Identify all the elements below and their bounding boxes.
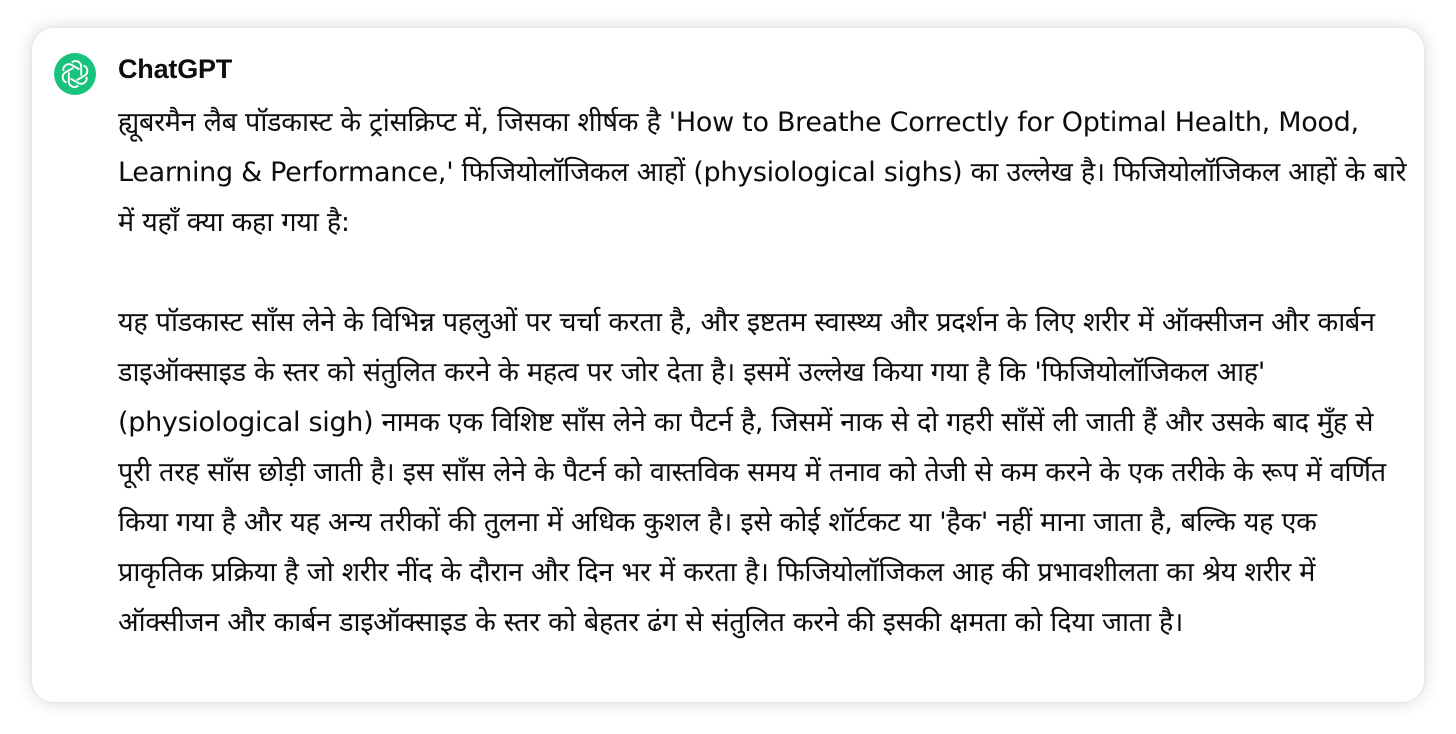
openai-logo-icon bbox=[54, 53, 96, 95]
message-paragraph-intro: ह्यूबरमैन लैब पॉडकास्ट के ट्रांसक्रिप्ट में, जिसका शीर्षक है 'How to Breathe Correctly for Optimal Health, Mood, Learning & Performance,' फिजियोलॉजिकल आहों (physiological sighs) का उल्लेख है। फिजियोलॉजिकल आहों के बारे में यहाँ क्या कहा गया है: bbox=[118, 107, 1407, 238]
chatgpt-avatar bbox=[54, 53, 96, 95]
chat-message-card bbox=[32, 28, 1424, 702]
sender-name: ChatGPT bbox=[118, 54, 233, 84]
message-body bbox=[118, 98, 1408, 648]
message-paragraph-details: यह पॉडकास्ट साँस लेने के विभिन्न पहलुओं पर चर्चा करता है, और इष्टतम स्वास्थ्य और प्रदर्शन के लिए शरीर में ऑक्सीजन और कार्बन डाइऑक्साइड के स्तर को संतुलित करने के महत्व पर जोर देता है। इसमें उल्लेख किया गया है कि 'फिजियोलॉजिकल आह' (physiological sigh) नामक एक विशिष्ट साँस लेने का पैटर्न है, जिसमें नाक से दो गहरी साँसें ली जाती हैं और उसके बाद मुँह से पूरी तरह साँस छोड़ी जाती है। इस साँस लेने के पैटर्न को वास्तविक समय में तनाव को तेजी से कम करने के एक तरीके के रूप में वर्णित किया गया है और यह अन्य तरीकों की तुलना में अधिक कुशल है। इसे कोई शॉर्टकट या 'हैक' नहीं माना जाता है, बल्कि यह एक प्राकृतिक प्रक्रिया है जो शरीर नींद के दौरान और दिन भर में करता है। फिजियोलॉजिकल आह की प्रभावशीलता का श्रेय शरीर में ऑक्सीजन और कार्बन डाइऑक्साइड के स्तर को बेहतर ढंग से संतुलित करने की इसकी क्षमता को दिया जाता है। bbox=[118, 307, 1386, 638]
